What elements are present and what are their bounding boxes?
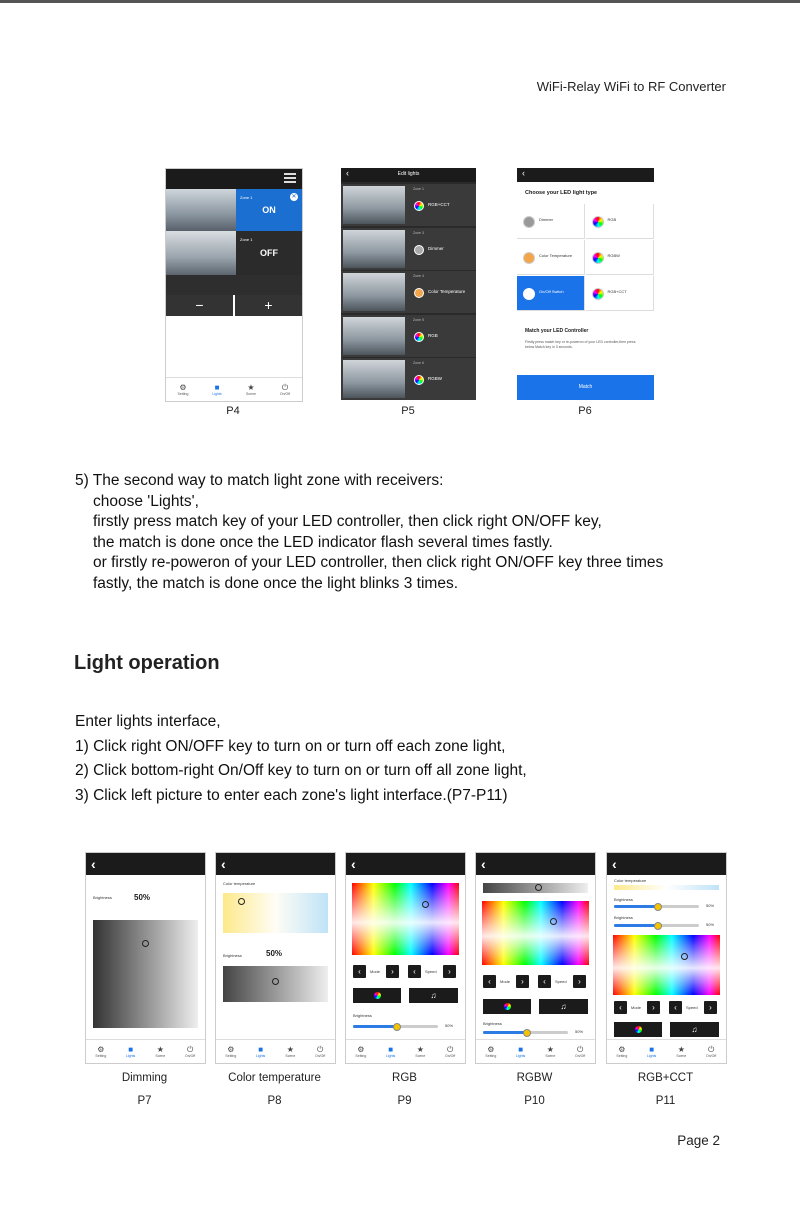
zone-picture	[343, 186, 405, 224]
mode-label: Mode	[370, 969, 381, 974]
p4-gap	[166, 275, 302, 295]
picker-marker[interactable]	[681, 953, 688, 960]
brightness-percent: 50%	[706, 922, 715, 927]
light-operation-line: 2) Click bottom-right On/Off key to turn on or turn off all zone light,	[75, 762, 527, 779]
star-icon: ★	[286, 1045, 294, 1054]
light-type-icon	[592, 216, 604, 228]
p8-tabbar	[216, 1039, 335, 1063]
star-icon: ★	[546, 1045, 554, 1054]
music-button[interactable]	[670, 1022, 719, 1037]
speed-label: Speed	[686, 1005, 698, 1010]
caption-p10-page: P10	[524, 1095, 545, 1107]
picker-marker[interactable]	[238, 898, 245, 905]
p6-match-heading: Match your LED Controller	[525, 328, 589, 334]
zone2-toggle[interactable]	[236, 231, 302, 275]
mode-label: Mode	[631, 1005, 642, 1010]
star-icon: ★	[156, 1045, 164, 1054]
screenshot-p5	[341, 168, 476, 400]
tab-setting[interactable]: ⚙ Setting	[225, 1045, 237, 1058]
lights-icon: ■	[258, 1045, 264, 1054]
caption-p11-name: RGB+CCT	[637, 1072, 694, 1084]
tab-lights[interactable]: ■ Lights	[212, 383, 222, 396]
gear-icon: ⚙	[618, 1045, 626, 1054]
caption-p8-page: P8	[267, 1095, 282, 1107]
caption-p9-page: P9	[397, 1095, 412, 1107]
tab-scene[interactable]: ★ Scene	[155, 1045, 166, 1058]
p5-title: Edit lights	[397, 171, 420, 177]
caption-p7-name: Dimming	[121, 1072, 168, 1084]
color-wheel-button[interactable]	[614, 1022, 662, 1037]
p7-tabbar	[86, 1039, 205, 1063]
speed-prev-button[interactable]: ‹	[408, 965, 421, 978]
rgb-color-picker[interactable]	[482, 901, 589, 965]
lights-icon: ■	[388, 1045, 394, 1054]
speed-label: Speed	[555, 979, 567, 984]
p6-type-grid	[517, 204, 654, 312]
color-wheel-icon	[635, 1026, 642, 1033]
color-temp-label: Color temperature	[614, 878, 647, 883]
mode-prev-button[interactable]: ‹	[353, 965, 366, 978]
music-icon: ♫	[430, 991, 437, 1000]
color-temp-gradient[interactable]	[223, 893, 328, 933]
p6-heading: Choose your LED light type	[525, 190, 598, 196]
zone-label: Zone 4	[413, 274, 424, 279]
brightness-slider-1[interactable]	[614, 905, 699, 908]
section5-line: firstly press match key of your LED controller, then click right ON/OFF key,	[93, 513, 602, 530]
zone-label: Zone 1	[413, 187, 424, 191]
p9-topbar	[346, 853, 465, 875]
tab-lights[interactable]: ■ Lights	[255, 1045, 266, 1058]
back-icon[interactable]: ‹	[522, 168, 525, 178]
tab-scene[interactable]: ★ Scene	[545, 1045, 556, 1058]
top-border	[0, 0, 800, 3]
zone1-label: Zone 1	[240, 195, 253, 200]
close-icon[interactable]: ✕	[291, 194, 297, 200]
zone-label: Zone 5	[413, 317, 424, 322]
p5-zone-row[interactable]	[341, 358, 476, 400]
picker-marker[interactable]	[550, 918, 557, 925]
zone-picture	[343, 230, 405, 268]
picker-marker[interactable]	[422, 901, 429, 908]
light-type-icon	[523, 252, 535, 264]
lights-icon: ■	[128, 1045, 134, 1054]
gear-icon: ⚙	[357, 1045, 365, 1054]
light-operation-text	[75, 710, 527, 808]
plus-button[interactable]: +	[235, 295, 302, 316]
tab-scene[interactable]: ★ Scene	[246, 383, 256, 396]
mode-label: Mode	[500, 979, 511, 984]
gear-icon: ⚙	[487, 1045, 495, 1054]
p5-zone-row[interactable]	[341, 228, 476, 270]
music-icon: ♫	[560, 1002, 567, 1011]
light-type-icon	[414, 288, 424, 298]
tab-lights[interactable]: ■ Lights	[646, 1045, 657, 1058]
lights-icon: ■	[518, 1045, 524, 1054]
light-type-label: Color Temperature	[539, 253, 573, 258]
mode-next-button[interactable]: ›	[516, 975, 529, 988]
light-type-label: Dimmer	[539, 217, 553, 222]
back-icon[interactable]: ‹	[612, 856, 617, 872]
p7-topbar	[86, 853, 205, 875]
brightness-label: Brightness	[614, 915, 633, 920]
power-icon: ⏻	[446, 1045, 454, 1054]
screenshot-p9	[345, 852, 466, 1064]
zone-picture	[343, 273, 405, 311]
star-icon: ★	[416, 1045, 424, 1054]
light-operation-line: 1) Click right ON/OFF key to turn on or turn off each zone light,	[75, 737, 506, 755]
brightness-percent: 50%	[706, 903, 715, 908]
zone1-toggle[interactable]	[236, 189, 302, 231]
light-type-icon	[414, 375, 424, 385]
light-type-label: RGB+CCT	[428, 202, 450, 207]
picker-marker[interactable]	[272, 978, 279, 985]
screenshot-p4	[165, 168, 303, 402]
light-operation-heading: Light operation	[74, 652, 220, 674]
screenshot-p6	[517, 168, 654, 400]
caption-p10-name: RGBW	[516, 1072, 553, 1084]
light-type-label: RGBW	[607, 253, 620, 258]
speed-next-button[interactable]: ›	[573, 975, 586, 988]
speed-prev-button[interactable]: ‹	[538, 975, 551, 988]
tab-setting[interactable]: ⚙ Setting	[177, 383, 189, 396]
light-type-label: Dimmer	[428, 245, 444, 251]
back-icon[interactable]: ‹	[346, 168, 349, 178]
zone-label: Zone 6	[413, 361, 424, 366]
brightness-label: Brightness	[93, 895, 112, 900]
screenshot-p10	[475, 852, 596, 1064]
brightness-percent: 50%	[575, 1029, 584, 1034]
light-type-label: RGB	[607, 217, 617, 222]
picker-marker[interactable]	[142, 940, 149, 947]
brightness-label: Brightness	[223, 953, 242, 958]
music-icon: ♫	[691, 1025, 698, 1034]
mode-prev-button[interactable]: ‹	[614, 1001, 627, 1014]
color-wheel-button[interactable]	[483, 999, 531, 1014]
tab-scene[interactable]: ★ Scene	[676, 1045, 687, 1058]
back-icon[interactable]: ‹	[351, 856, 356, 872]
music-button[interactable]	[539, 999, 588, 1014]
power-icon: ⏻	[707, 1045, 715, 1054]
power-icon: ⏻	[281, 383, 289, 392]
section5-line: or firstly re-poweron of your LED controller, then click right ON/OFF key three times	[93, 554, 664, 571]
p10-topbar	[476, 853, 595, 875]
brightness-label: Brightness	[483, 1021, 502, 1026]
tab-setting[interactable]: ⚙ Setting	[355, 1045, 367, 1058]
page-number: Page 2	[677, 1133, 720, 1148]
zone1-state: ON	[262, 205, 276, 215]
minus-button[interactable]: −	[166, 295, 233, 316]
power-icon: ⏻	[186, 1045, 194, 1054]
zone-label: Zone 3	[413, 230, 424, 235]
section5-line: 5) The second way to match light zone with receivers:	[75, 472, 444, 489]
screenshot-p11	[606, 852, 727, 1064]
p5-zone-row[interactable]	[341, 271, 476, 313]
light-type-option[interactable]	[517, 276, 585, 311]
tab-setting[interactable]: ⚙ Setting	[95, 1045, 107, 1058]
brightness-label: Brightness	[353, 1013, 372, 1018]
gear-icon: ⚙	[227, 1045, 235, 1054]
p11-tabbar	[607, 1039, 726, 1063]
caption-p5: P5	[401, 405, 415, 417]
gear-icon: ⚙	[179, 383, 187, 392]
power-icon: ⏻	[576, 1045, 584, 1054]
color-wheel-icon	[374, 992, 381, 999]
light-type-icon	[414, 332, 424, 342]
caption-p8-name: Color temperature	[228, 1072, 321, 1084]
color-wheel-icon	[504, 1003, 511, 1010]
section5-line: choose 'Lights',	[93, 492, 199, 510]
light-type-option[interactable]	[517, 204, 585, 239]
tab-setting[interactable]: ⚙ Setting	[616, 1045, 628, 1058]
section5-text	[75, 471, 663, 594]
light-operation-line: 3) Click left picture to enter each zone's light interface.(P7-P11)	[75, 786, 508, 804]
tab-scene[interactable]: ★ Scene	[285, 1045, 296, 1058]
tab-scene[interactable]: ★ Scene	[415, 1045, 426, 1058]
zone2-label: Zone 1	[240, 237, 253, 242]
caption-p9-name: RGB	[392, 1072, 417, 1084]
p10-tabbar	[476, 1039, 595, 1063]
light-type-label: RGB	[428, 332, 438, 338]
p9-tabbar	[346, 1039, 465, 1063]
tab-lights[interactable]: ■ Lights	[385, 1045, 396, 1058]
p11-topbar	[607, 853, 726, 875]
dimming-gradient[interactable]	[93, 920, 198, 1028]
lights-icon: ■	[214, 383, 220, 392]
p5-zone-row[interactable]	[341, 184, 476, 226]
brightness-slider-2[interactable]	[614, 924, 699, 927]
section5-line: fastly, the match is done once the light blinks 3 times.	[93, 574, 459, 592]
tab-onoff[interactable]: ⏻ On/Off	[445, 1045, 456, 1058]
p4-tabbar	[166, 377, 302, 401]
p6-match-text: Firstly press match key or re-poweron of your LED controller,then press below Match key in 3 seconds.	[525, 340, 636, 349]
white-gradient[interactable]	[483, 883, 588, 893]
tab-onoff[interactable]: ⏻ On/Off	[279, 383, 291, 396]
tab-lights[interactable]: ■ Lights	[515, 1045, 526, 1058]
color-wheel-button[interactable]	[353, 988, 401, 1003]
p5-zone-row[interactable]	[341, 315, 476, 357]
caption-p4: P4	[226, 405, 240, 417]
back-icon[interactable]: ‹	[91, 856, 96, 872]
light-type-option[interactable]	[586, 240, 654, 275]
back-icon[interactable]: ‹	[221, 856, 226, 872]
mode-next-button[interactable]: ›	[386, 965, 399, 978]
tab-lights[interactable]: ■ Lights	[125, 1045, 136, 1058]
brightness-label: Brightness	[614, 897, 633, 902]
light-type-label: On/Off Switch	[539, 289, 564, 294]
zone-picture	[343, 360, 405, 398]
brightness-value: 50%	[134, 893, 151, 902]
section5-line: the match is done once the LED indicator flash several times fastly.	[93, 533, 553, 551]
light-type-icon	[523, 288, 535, 300]
light-type-icon	[414, 245, 424, 255]
speed-next-button[interactable]: ›	[443, 965, 456, 978]
match-button[interactable]: Match	[517, 375, 654, 400]
music-button[interactable]	[409, 988, 458, 1003]
caption-p6: P6	[578, 405, 592, 417]
mode-next-button[interactable]: ›	[647, 1001, 660, 1014]
picker-marker[interactable]	[535, 884, 542, 891]
p4-topbar	[166, 169, 302, 189]
light-type-option[interactable]	[517, 240, 585, 275]
tab-setting[interactable]: ⚙ Setting	[485, 1045, 497, 1058]
back-icon[interactable]: ‹	[481, 856, 486, 872]
tab-onoff[interactable]: ⏻ On/Off	[315, 1045, 326, 1058]
tab-onoff[interactable]: ⏻ On/Off	[706, 1045, 717, 1058]
light-type-label: RGB+CCT	[607, 289, 627, 294]
p6-topbar	[517, 168, 654, 182]
lights-icon: ■	[649, 1045, 655, 1054]
tab-onoff[interactable]: ⏻ On/Off	[185, 1045, 196, 1058]
star-icon: ★	[677, 1045, 685, 1054]
tab-onoff[interactable]: ⏻ On/Off	[575, 1045, 586, 1058]
speed-prev-button[interactable]: ‹	[669, 1001, 682, 1014]
p5-topbar	[341, 168, 476, 182]
menu-icon[interactable]	[284, 173, 296, 175]
speed-next-button[interactable]: ›	[704, 1001, 717, 1014]
color-temp-bar[interactable]	[614, 885, 719, 890]
light-type-icon	[414, 201, 424, 211]
zone-picture	[343, 317, 405, 355]
light-type-label: RGBW	[428, 376, 442, 382]
light-type-option[interactable]	[586, 276, 654, 311]
light-type-label: Color Temperature	[428, 289, 466, 295]
rgb-color-picker[interactable]	[613, 935, 720, 995]
color-temp-label: Color temperature	[223, 881, 256, 886]
caption-p7-page: P7	[137, 1095, 152, 1107]
star-icon: ★	[247, 383, 255, 392]
brightness-slider[interactable]	[483, 1031, 568, 1034]
zone2-state: OFF	[260, 248, 278, 258]
brightness-slider[interactable]	[353, 1025, 438, 1028]
document-header: WiFi-Relay WiFi to RF Converter	[536, 79, 726, 94]
mode-prev-button[interactable]: ‹	[483, 975, 496, 988]
gear-icon: ⚙	[97, 1045, 105, 1054]
zone1-picture[interactable]	[166, 189, 236, 231]
rgb-color-picker[interactable]	[352, 883, 459, 955]
brightness-value: 50%	[266, 949, 283, 958]
p8-topbar	[216, 853, 335, 875]
brightness-percent: 50%	[445, 1023, 454, 1028]
caption-p11-page: P11	[655, 1095, 676, 1107]
light-operation-line: Enter lights interface,	[75, 713, 221, 730]
light-type-icon	[523, 216, 535, 228]
screenshot-p8	[215, 852, 336, 1064]
screenshot-p7	[85, 852, 206, 1064]
light-type-icon	[592, 252, 604, 264]
zone2-picture[interactable]	[166, 231, 236, 275]
power-icon: ⏻	[316, 1045, 324, 1054]
speed-label: Speed	[425, 969, 437, 974]
brightness-gradient[interactable]	[223, 966, 328, 1002]
light-type-icon	[592, 288, 604, 300]
light-type-option[interactable]	[586, 204, 654, 239]
